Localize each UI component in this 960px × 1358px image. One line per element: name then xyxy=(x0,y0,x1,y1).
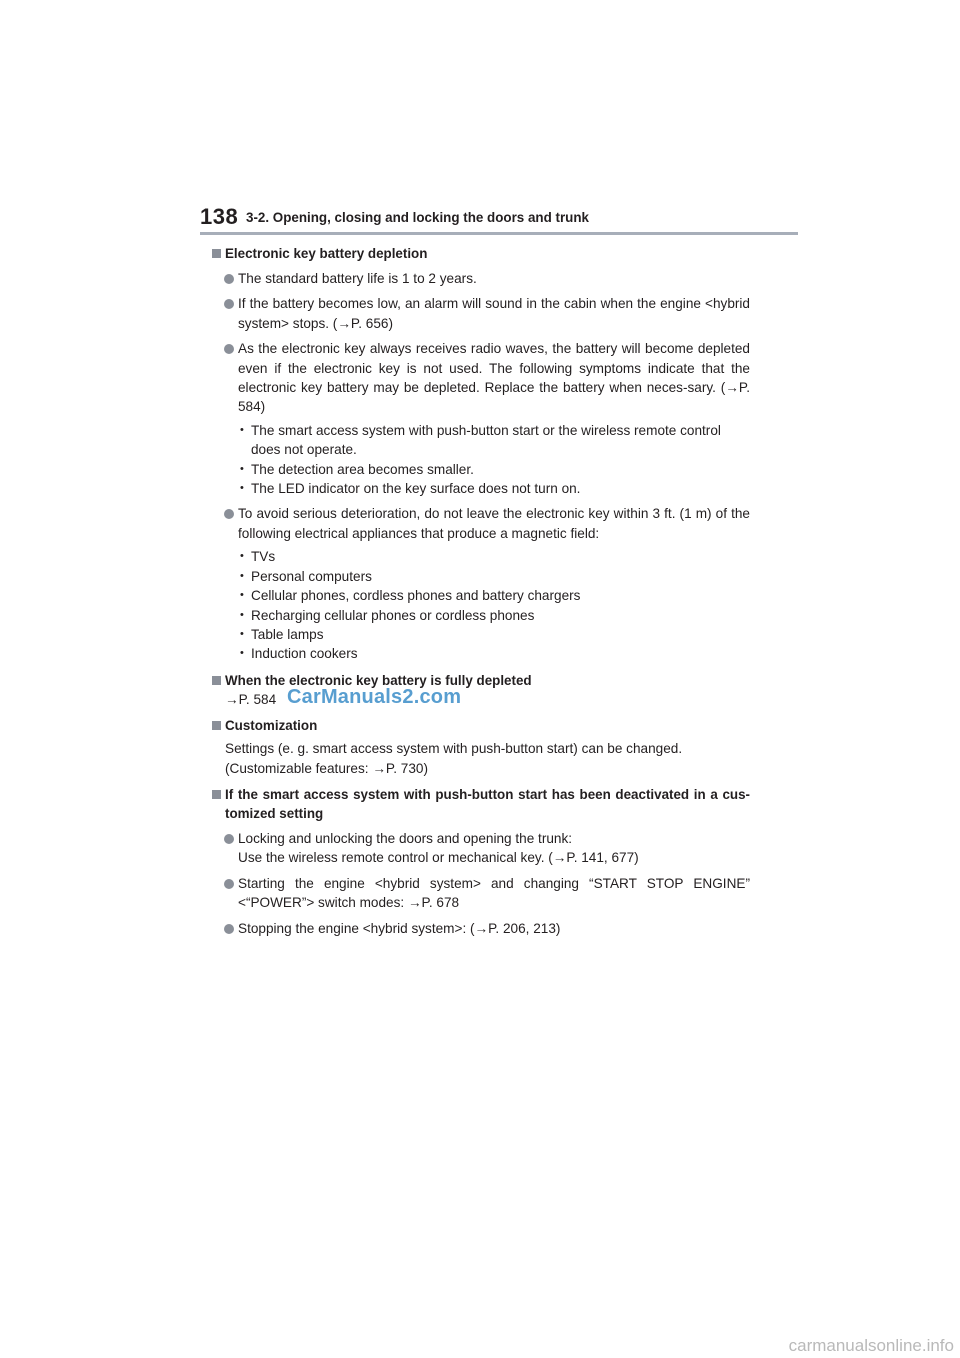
bullet-item xyxy=(212,874,750,913)
watermark-overlay: CarManuals2.com xyxy=(287,686,462,708)
bullet-text: To avoid serious deterioration, do not leave the electronic key within 3 ft. (1 m) of the following electrical appliances that produce a magnetic field: xyxy=(238,506,750,541)
bullet-item xyxy=(212,829,750,868)
list-item: • Personal computers xyxy=(238,567,750,586)
square-bullet-icon xyxy=(212,676,221,685)
list-item: • Cellular phones, cordless phones and battery chargers xyxy=(238,586,750,605)
bullet-text: The standard battery life is 1 to 2 years. xyxy=(238,271,477,286)
text-line: Settings (e. g. smart access system with push-button start) can be changed. xyxy=(225,741,683,757)
heading-text: If the smart access system with push-button start has been deactivated in a cus-tomized setting xyxy=(225,786,750,821)
circle-bullet-icon xyxy=(224,834,234,844)
bullet-text: Stopping the engine <hybrid system>: (→P. 206, 213) xyxy=(238,920,561,936)
bullet-item xyxy=(212,339,750,417)
heading-text: When the electronic key battery is fully depleted xyxy=(225,672,532,688)
circle-bullet-icon xyxy=(224,924,234,934)
circle-bullet-icon xyxy=(224,509,234,519)
bullet-item xyxy=(212,294,750,333)
customization-text xyxy=(212,739,750,778)
text-line: (Customizable features: →P. 730) xyxy=(225,760,428,776)
section-title: 3-2. Opening, closing and locking the doors and trunk xyxy=(246,210,589,225)
square-bullet-icon xyxy=(212,721,221,730)
list-item: • The detection area becomes smaller. xyxy=(238,460,750,479)
heading-battery-depletion xyxy=(212,244,750,263)
circle-bullet-icon xyxy=(224,344,234,354)
square-bullet-icon xyxy=(212,790,221,799)
header-divider xyxy=(200,232,798,235)
list-item: • The LED indicator on the key surface does not turn on. xyxy=(238,479,750,498)
bullet-text: Locking and unlocking the doors and opening the trunk: xyxy=(238,830,573,846)
heading-text: Customization xyxy=(225,718,318,734)
bullet-text: As the electronic key always receives radio waves, the battery will become depleted even if the electronic key is not used. The following symptoms indicate that the electronic key battery may be depleted. Replace the battery when neces-sary. (→P. 584) xyxy=(238,341,750,415)
square-bullet-icon xyxy=(212,249,221,258)
page-number: 138 xyxy=(200,204,239,229)
circle-bullet-icon xyxy=(224,299,234,309)
circle-bullet-icon xyxy=(224,274,234,284)
heading-text: Electronic key battery depletion xyxy=(225,246,428,261)
list-item: • TVs xyxy=(238,547,750,566)
page-reference: →P. 584 xyxy=(225,691,277,707)
bullet-item xyxy=(212,919,750,938)
list-item: • Induction cookers xyxy=(238,644,750,663)
heading-customization xyxy=(212,716,750,735)
bullet-item xyxy=(212,269,750,288)
appliance-list xyxy=(238,547,750,663)
list-item: • Table lamps xyxy=(238,625,750,644)
bullet-text: Starting the engine <hybrid system> and changing “START STOP ENGINE” <“POWER”> switch modes: →P. 678 xyxy=(238,875,750,911)
bullet-text: If the battery becomes low, an alarm will sound in the cabin when the engine <hybrid system> stops. (→P. 656) xyxy=(238,296,750,331)
page-content xyxy=(212,244,750,938)
footer-watermark: carmanualsonline.info xyxy=(788,1336,954,1355)
heading-deactivated xyxy=(212,785,750,823)
bullet-item xyxy=(212,504,750,543)
bullet-text: Use the wireless remote control or mechanical key. (→P. 141, 677) xyxy=(238,850,639,866)
list-item: • Recharging cellular phones or cordless phones xyxy=(238,606,750,625)
list-item: • The smart access system with push-button start or the wireless remote control does not operate. xyxy=(238,421,750,460)
circle-bullet-icon xyxy=(224,879,234,889)
symptom-list xyxy=(238,421,750,499)
page-header xyxy=(200,204,798,234)
